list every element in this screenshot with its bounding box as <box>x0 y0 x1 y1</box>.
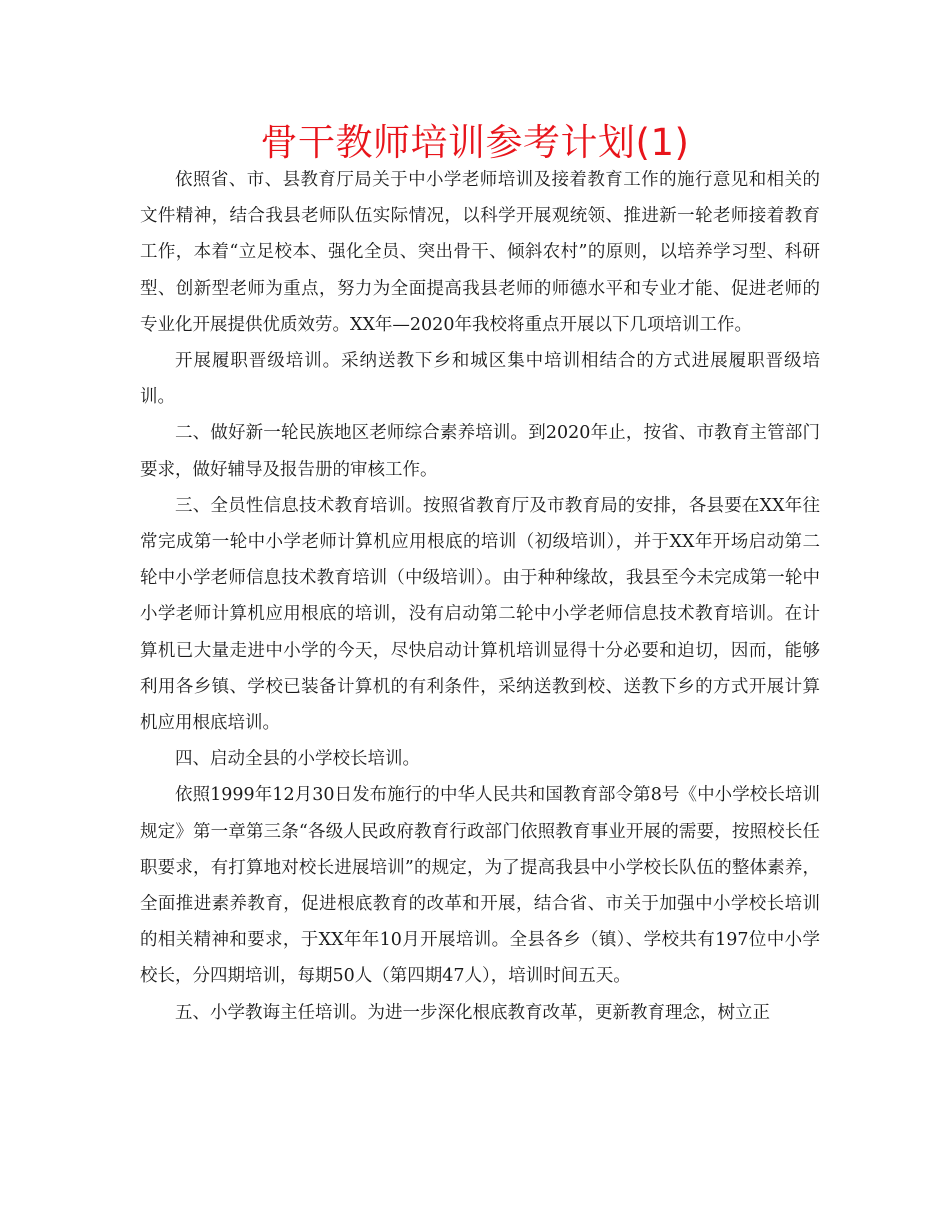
paragraph-intro: 依照省、市、县教育厅局关于中小学老师培训及接着教育工作的施行意见和相关的文件精神，结合我县老师队伍实际情况，以科学开展观统领、推进新一轮老师接着教育工作，本着“立足校本、强化全员、突出骨干、倾斜农村”的原则，以培养学习型、科研型、创新型老师为重点，努力为全面提高我县老师的师德水平和专业才能、促进老师的专业化开展提供优质效劳。XX年—2020年我校将重点开展以下几项培训工作。 <box>140 170 820 335</box>
document-title: 骨干教师培训参考计划(1) <box>260 121 690 164</box>
paragraph-item-3: 三、全员性信息技术教育培训。按照省教育厅及市教育局的安排，各县要在XX年往常完成第一轮中小学老师计算机应用根底的培训（初级培训），并于XX年开场启动第二轮中小学老师信息技术教育培训（中级培训）。由于种种缘故，我县至今未完成第一轮中小学老师计算机应用根底的培训，没有启动第二轮中小学老师信息技术教育培训。在计算机已大量走进中小学的今天，尽快启动计算机培训显得十分必要和迫切，因而，能够利用各乡镇、学校已装备计算机的有利条件，采纳送教到校、送教下乡的方式开展计算机应用根底培训。 <box>140 495 820 734</box>
paragraph-item-5: 五、小学教诲主任培训。为进一步深化根底教育改革，更新教育理念，树立正 <box>175 1002 770 1023</box>
paragraph-item-4: 四、启动全县的小学校长培训。 <box>175 749 420 770</box>
document-body <box>140 162 820 1031</box>
paragraph-item-4-detail: 依照1999年12月30日发布施行的中华人民共和国教育部令第8号《中小学校长培训规定》第一章第三条“各级人民政府教育行政部门依照教育事业开展的需要，按照校长任职要求，有打算地对校长进展培训”的规定，为了提高我县中小学校长队伍的整体素养，全面推进素养教育，促进根底教育的改革和开展，结合省、市关于加强中小学校长培训的相关精神和要求，于XX年年10月开展培训。全县各乡（镇）、学校共有197位中小学校长，分四期培训，每期50人（第四期47人），培训时间五天。 <box>140 785 820 987</box>
paragraph-item-1: 开展履职晋级培训。采纳送教下乡和城区集中培训相结合的方式进展履职晋级培训。 <box>140 351 820 408</box>
paragraph-item-2: 二、做好新一轮民族地区老师综合素养培训。到2020年止，按省、市教育主管部门要求，做好辅导及报告册的审核工作。 <box>140 423 820 480</box>
